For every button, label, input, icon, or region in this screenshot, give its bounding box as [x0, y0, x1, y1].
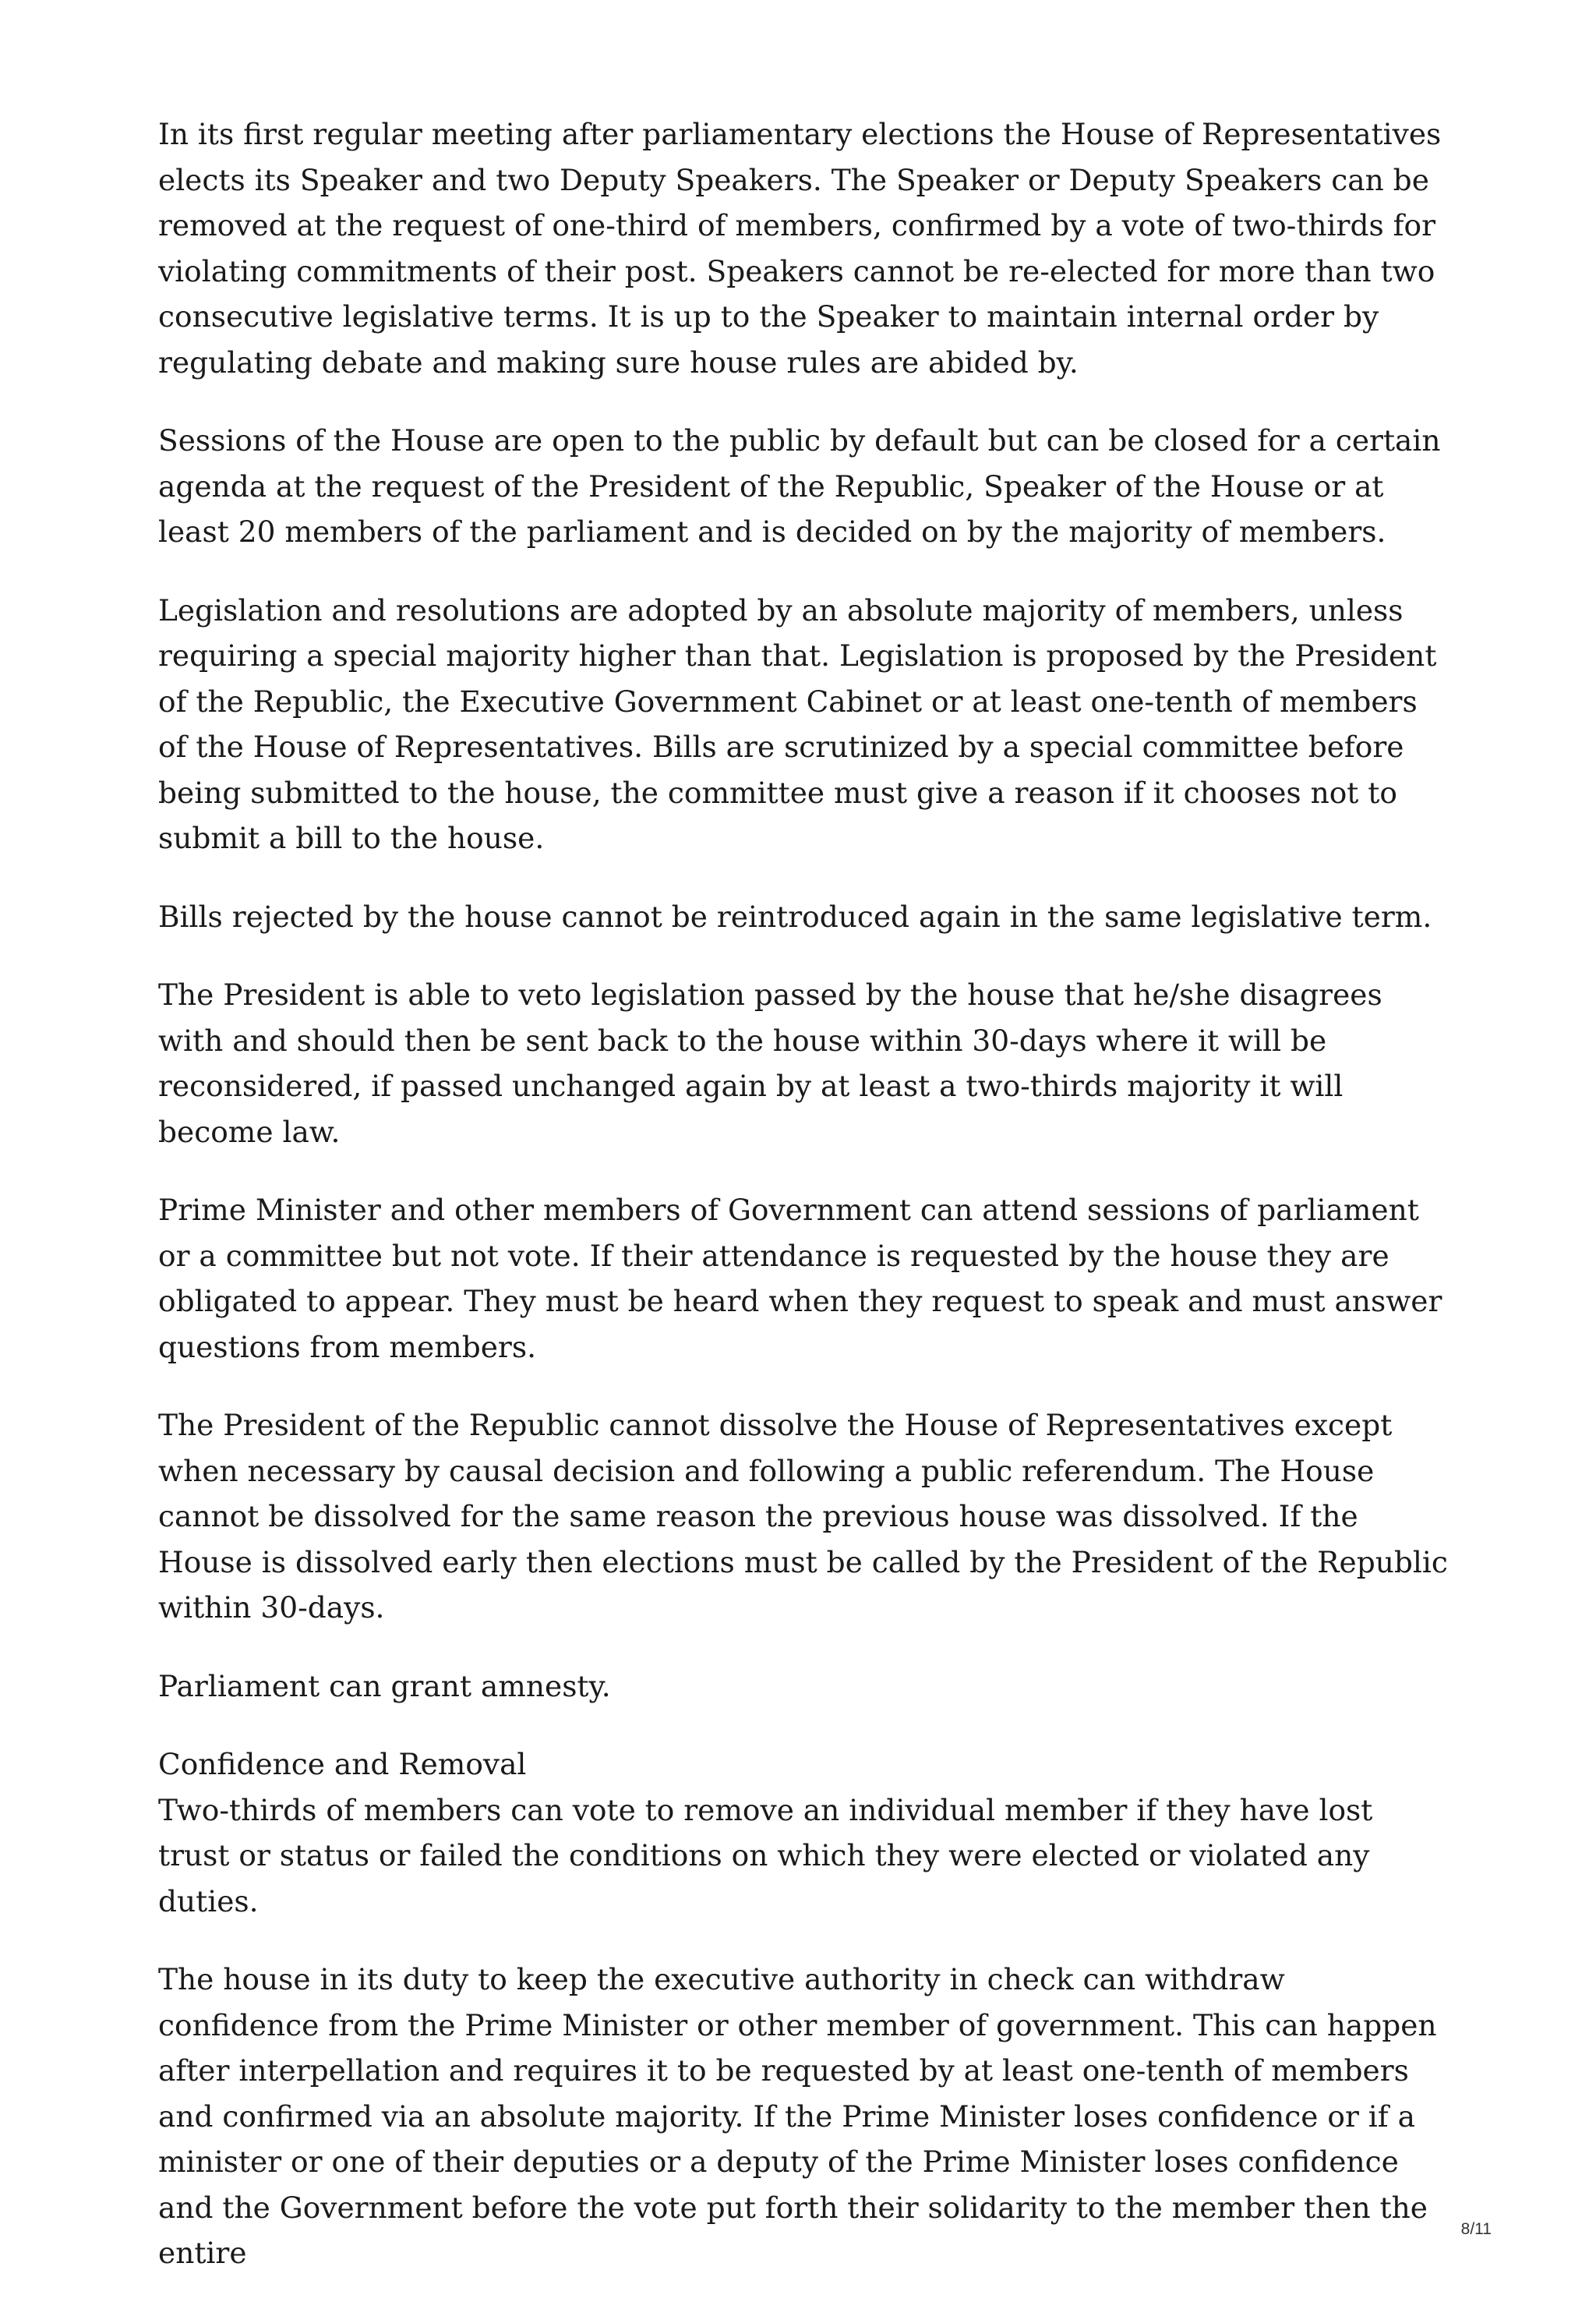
paragraph-legislation-adoption: Legislation and resolutions are adopted by an absolute majority of members, unless requiring a special majority higher than that. Legislation is proposed by the President of the Republic, the Executive Government Cabinet or at least one-tenth of members of the House of Representatives. Bills are scrutinized by a special committee before being submitted to the house, the committee must give a reason if it chooses not to submit a bill to the house.	[158, 592, 1437, 855]
document-body	[158, 111, 1452, 2309]
paragraph-dissolution: The President of the Republic cannot dissolve the House of Representatives except when necessary by causal decision and following a public referendum. The House cannot be dissolved for the same reason the previous house was dissolved. If the House is dissolved early then elections must be called by the President of the Republic within 30-days.	[158, 1408, 1448, 1625]
paragraph-presidential-veto: The President is able to veto legislation passed by the house that he/she disagrees with and should then be sent back to the house within 30-days where it will be reconsidered, if passed unchanged again by at least a two-thirds majority it will become law.	[158, 978, 1382, 1149]
paragraph-withdraw-confidence: The house in its duty to keep the executive authority in check can withdraw confidence from the Prime Minister or other member of government. This can happen after interpellation and requires it to be requested by at least one-tenth of members and confirmed via an absolute majority. If the Prime Minister loses confidence or if a minister or one of their deputies or a deputy of the Prime Minister loses confidence and the Government before the vote put forth their solidarity to the member then the entire	[158, 1962, 1437, 2270]
paragraph-rejected-bills: Bills rejected by the house cannot be reintroduced again in the same legislative term.	[158, 899, 1432, 934]
paragraph-speaker-election: In its first regular meeting after parliamentary elections the House of Representatives elects its Speaker and two Deputy Speakers. The Speaker or Deputy Speakers can be removed at the request of one-third of members, confirmed by a vote of two-thirds for violating commitments of their post. Speakers cannot be re-elected for more than two consecutive legislative terms. It is up to the Speaker to maintain internal order by regulating debate and making sure house rules are abided by.	[158, 117, 1442, 380]
section-heading: Confidence and Removal	[158, 1747, 527, 1781]
paragraph-government-attendance: Prime Minister and other members of Government can attend sessions of parliament or a committee but not vote. If their attendance is requested by the house they are obligated to appear. They must be heard when they request to speak and must answer questions from members.	[158, 1193, 1442, 1364]
paragraph-member-removal: Two-thirds of members can vote to remove an individual member if they have lost trust or status or failed the conditions on which they were elected or violated any duties.	[158, 1792, 1373, 1918]
page-number: 8/11	[1460, 2220, 1492, 2238]
paragraph-public-sessions: Sessions of the House are open to the public by default but can be closed for a certain agenda at the request of the President of the Republic, Speaker of the House or at least 20 members of the parliament and is decided on by the majority of members.	[158, 423, 1441, 549]
paragraph-amnesty: Parliament can grant amnesty.	[158, 1668, 611, 1703]
